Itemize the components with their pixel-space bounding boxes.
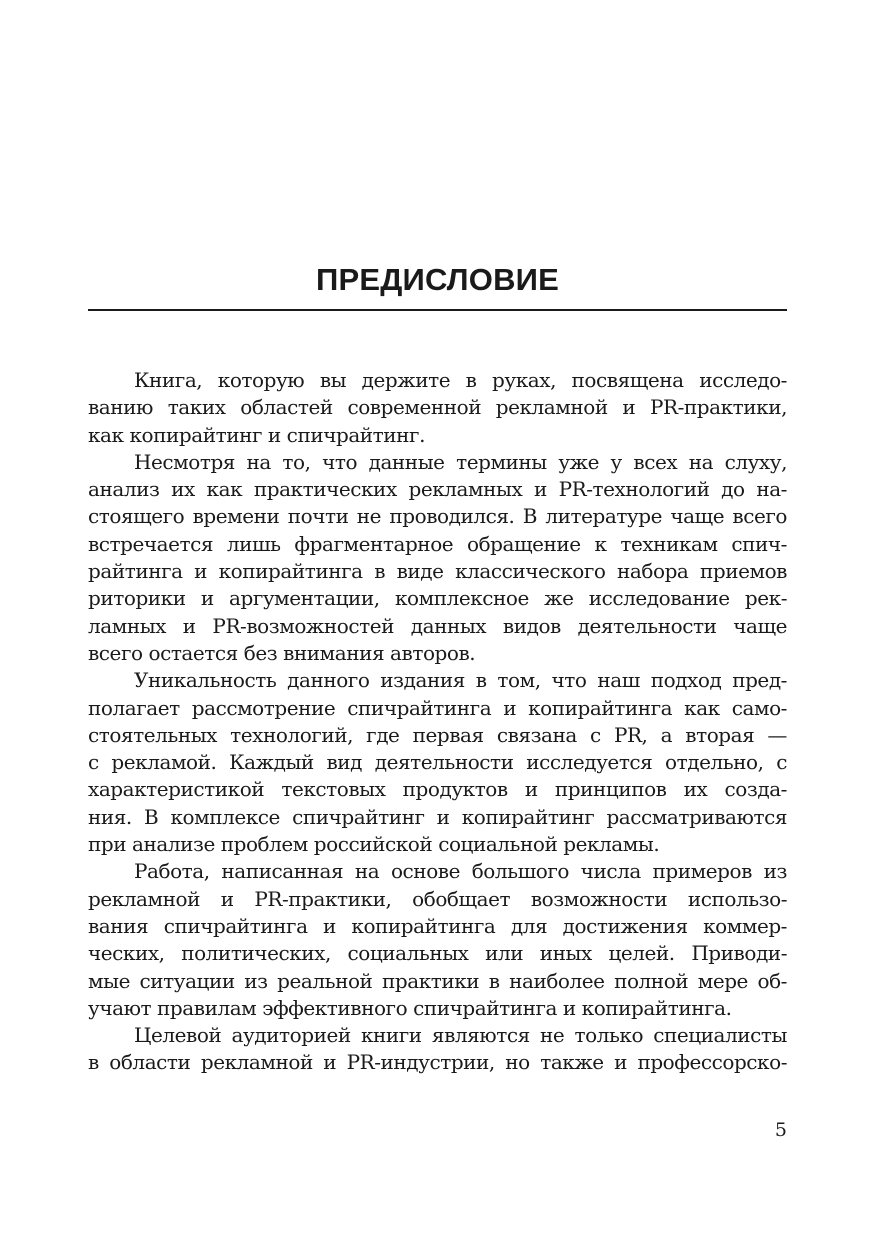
text-line: стоящего времени почти не проводился. В литературе чаще всего xyxy=(88,504,787,529)
text-line: риторики и аргументации, комплексное же исследование рек- xyxy=(88,586,787,611)
text-line: Несмотря на то, что данные термины уже у всех на слуху, xyxy=(134,449,787,474)
text-line: Книга, которую вы держите в руках, посвящена исследо- xyxy=(134,368,787,392)
text-line: полагает рассмотрение спичрайтинга и копирайтинга как само- xyxy=(88,695,787,720)
text-line: ламных и PR-возможностей данных видов деятельности чаще xyxy=(88,613,787,638)
text-line: Уникальность данного издания в том, что наш подход пред- xyxy=(134,668,787,693)
text-line: мые ситуации из реальной практики в наиболее полной мере об- xyxy=(88,968,787,993)
text-line: ческих, политических, социальных или иных целей. Приводи- xyxy=(88,941,787,966)
text-line: Работа, написанная на основе большого числа примеров из xyxy=(134,859,787,884)
text-line: вания спичрайтинга и копирайтинга для достижения коммер- xyxy=(88,913,787,938)
text-line: как копирайтинг и спичрайтинг. xyxy=(88,422,425,447)
text-line: стоятельных технологий, где первая связана с PR, а вторая — xyxy=(88,722,787,747)
chapter-title: ПРЕДИСЛОВИЕ xyxy=(315,262,560,297)
text-line: рекламной и PR-практики, обобщает возможности использо- xyxy=(88,886,787,911)
text-line: ванию таких областей современной рекламной и PR-практики, xyxy=(88,395,787,420)
text-line: характеристикой текстовых продуктов и принципов их созда- xyxy=(88,777,787,802)
text-line: всего остается без внимания авторов. xyxy=(88,640,476,665)
text-line: анализ их как практических рекламных и PR-технологий до на- xyxy=(88,477,787,502)
text-line: встречается лишь фрагментарное обращение к техникам спич- xyxy=(88,531,787,556)
text-line: с рекламой. Каждый вид деятельности исследуется отдельно, с xyxy=(88,750,787,775)
page-number: 5 xyxy=(774,1119,787,1141)
body-text xyxy=(88,367,787,1077)
text-line: Целевой аудиторией книги являются не только специалисты xyxy=(134,1023,787,1048)
text-line: учают правилам эффективного спичрайтинга и копирайтинга. xyxy=(88,995,732,1020)
text-line: в области рекламной и PR-индустрии, но также и профессорско- xyxy=(88,1050,787,1075)
text-line: ния. В комплексе спичрайтинг и копирайтинг рассматриваются xyxy=(88,804,787,829)
text-line: при анализе проблем российской социальной рекламы. xyxy=(88,832,660,857)
text-line: райтинга и копирайтинга в виде классического набора приемов xyxy=(88,559,787,584)
title-underline xyxy=(88,309,787,311)
